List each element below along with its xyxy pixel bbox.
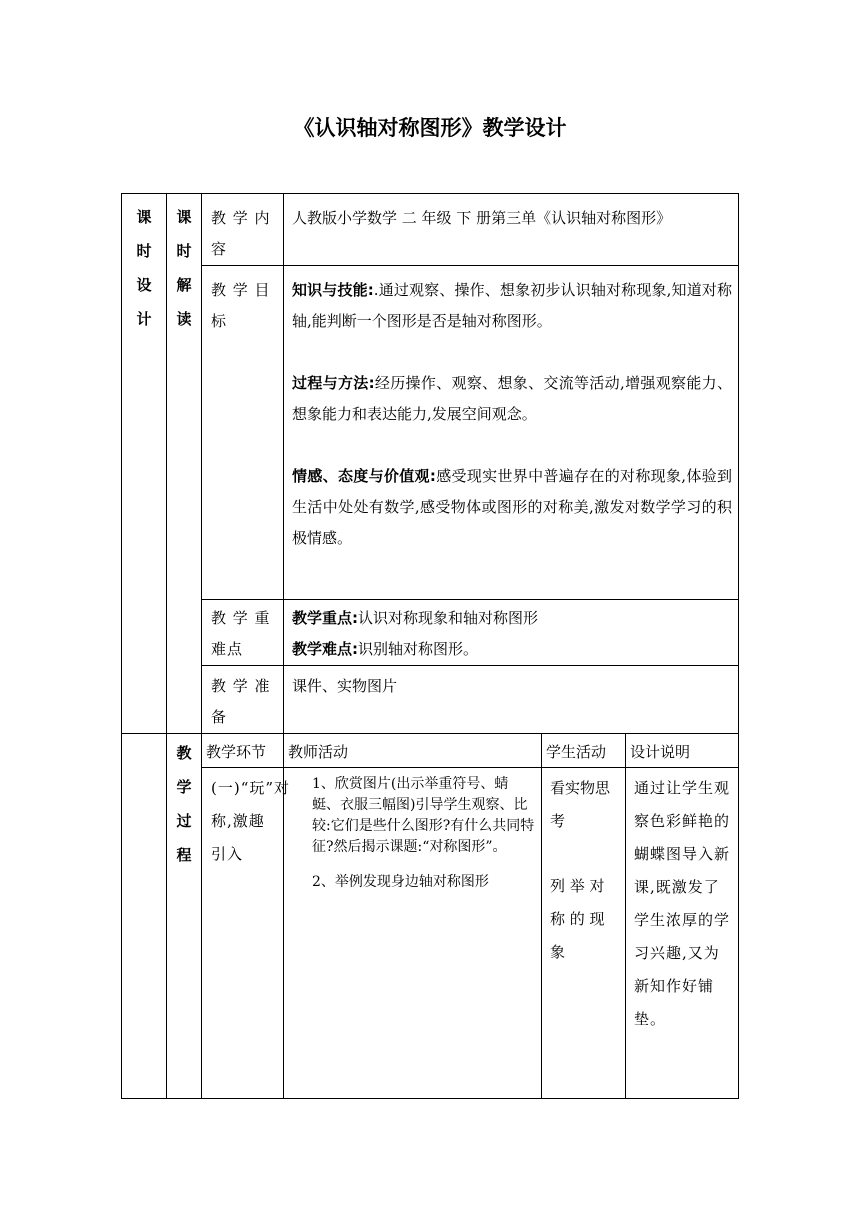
row-content <box>122 194 739 266</box>
teacher-activity-1: 1、欣赏图片(出示举重符号、蜻蜓、衣服三幅图)引导学生观察、比较:它们是些什么图形?有什么共同特征?然后揭示课题:“对称图形”。 <box>312 776 535 855</box>
header-teacher: 教师活动 <box>284 734 542 768</box>
key-point: 教学重点:认识对称现象和轴对称图形 <box>292 609 539 627</box>
label-goals: 教 学 目 标 <box>202 266 284 600</box>
document-title: 《认识轴对称图形》教学设计 <box>293 116 567 140</box>
header-note: 设计说明 <box>626 734 739 768</box>
row-keypoints <box>122 600 739 666</box>
value-goals <box>284 266 739 600</box>
header-student: 学生活动 <box>542 734 626 768</box>
teacher-activity <box>284 768 542 1099</box>
label-keypoints: 教 学 重 难点 <box>202 600 284 666</box>
value-content: 人教版小学数学 二 年级 下 册第三单《认识轴对称图形》 <box>284 194 739 266</box>
lesson-plan-table <box>121 193 739 1099</box>
label-content: 教 学 内 容 <box>202 194 284 266</box>
section-lesson-analysis: 课 时 解 读 <box>167 194 202 734</box>
student-activity-2: 列 举 对 称 的 现 象 <box>550 877 605 961</box>
row-goals <box>122 266 739 600</box>
design-note: 通过让学生观察色彩鲜艳的蝴蝶图导入新课,既激发了学生浓厚的学习兴趣,又为新知作好铺垫。 <box>626 768 739 1099</box>
difficulty-point: 教学难点:识别轴对称图形。 <box>292 640 479 658</box>
row-process-content <box>122 768 739 1099</box>
process-blank-cell <box>122 734 167 1099</box>
value-keypoints <box>284 600 739 666</box>
section-teaching-process: 教 学 过 程 <box>167 734 202 1099</box>
goal-knowledge: 知识与技能:.通过观察、操作、想象初步认识轴对称现象,知道对称轴,能判断一个图形是否是轴对称图形。 <box>292 281 733 330</box>
student-activity <box>542 768 626 1099</box>
student-activity-1: 看实物思考 <box>550 779 611 830</box>
value-prep: 课件、实物图片 <box>284 666 739 734</box>
row-process-header <box>122 734 739 768</box>
row-prep <box>122 666 739 734</box>
teacher-activity-2: 2、举例发现身边轴对称图形 <box>312 874 489 890</box>
header-stage: 教学环节 <box>202 734 284 768</box>
stage-1: (一)“玩”对称,激趣引入 <box>202 768 284 1099</box>
label-prep: 教 学 准 备 <box>202 666 284 734</box>
goal-emotion: 情感、态度与价值观:感受现实世界中普遍存在的对称现象,体验到生活中处处有数学,感受物体或图形的对称美,激发对数学学习的积极情感。 <box>292 467 733 547</box>
goal-process: 过程与方法:经历操作、观察、想象、交流等活动,增强观察能力、想象能力和表达能力,发展空间观念。 <box>292 374 732 423</box>
section-lesson-design: 课 时 设 计 <box>122 194 167 734</box>
